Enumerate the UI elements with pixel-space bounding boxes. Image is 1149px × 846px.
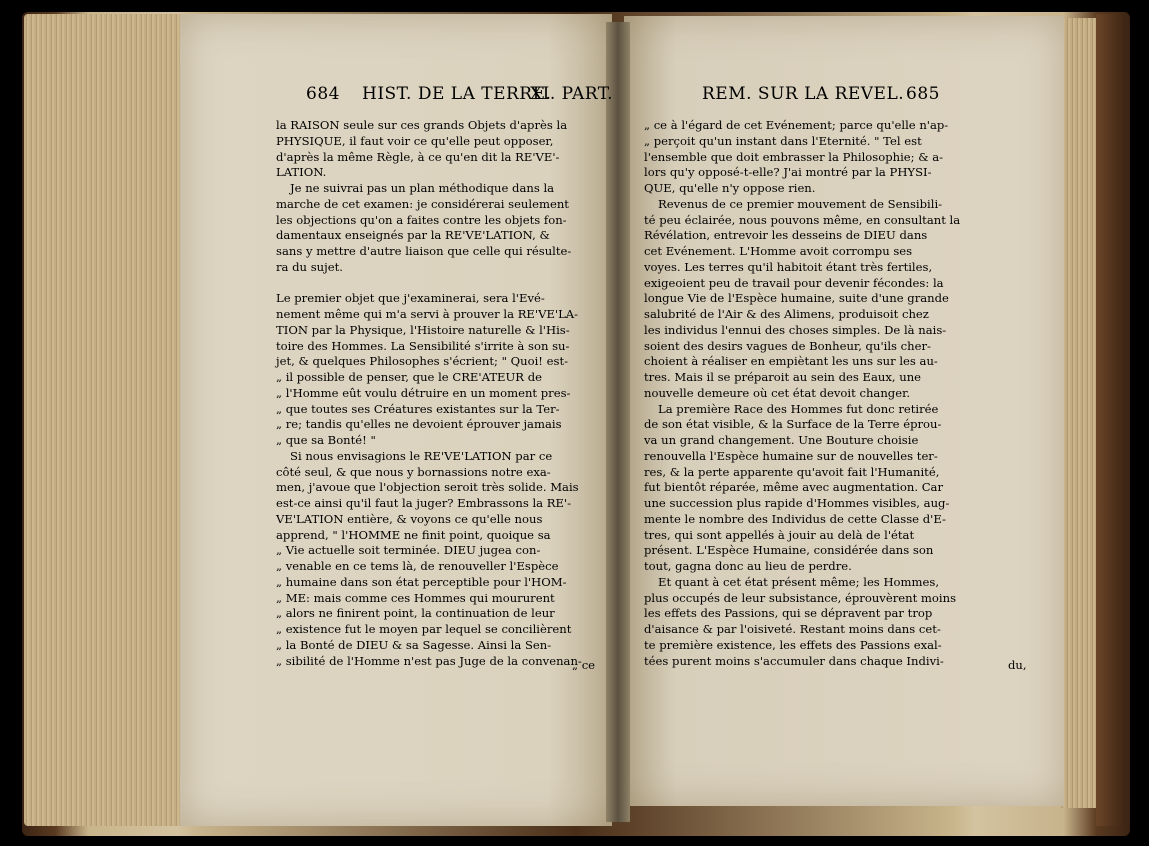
text-line: „ Vie actuelle soit terminée. DIEU jugea con- <box>276 543 541 558</box>
page-edges-left <box>24 14 182 826</box>
text-line: cet Evénement. L'Homme avoit corrompu ses <box>644 244 913 258</box>
text-line: une succession plus rapide d'Hommes visibles, aug- <box>644 496 950 510</box>
text-line: „ humaine dans son état perceptible pour l'HOM- <box>276 574 567 589</box>
text-line: ra du sujet. <box>276 259 343 274</box>
text-line: „ il possible de penser, que le CRE'ATEUR de <box>276 370 542 384</box>
text-line: les objections qu'on a faites contre les objets fon- <box>276 212 567 227</box>
text-line: „ existence fut le moyen par lequel se concilièrent <box>276 622 572 636</box>
text-line: „ perçoit qu'un instant dans l'Eternité. " Tel est <box>644 133 922 148</box>
text-line: nement même qui m'a servi à prouver la RE'VE'LA- <box>276 307 579 321</box>
text-line: les individus l'ennui des choses simples. De là nais- <box>644 322 947 337</box>
text-line: fut bientôt réparée, même avec augmentation. Car <box>644 480 944 495</box>
text-line: voyes. Les terres qu'il habitoit étant très fertiles, <box>644 259 933 274</box>
book-gutter <box>606 22 630 822</box>
text-line: VE'LATION entière, & voyons ce qu'elle nous <box>276 511 543 526</box>
text-line: LATION. <box>276 165 327 180</box>
text-line: té peu éclairée, nous pouvons même, en consultant la <box>644 212 961 227</box>
text-line: Je ne suivrai pas un plan méthodique dans la <box>290 181 555 195</box>
text-line: Revenus de ce premier mouvement de Sensibili- <box>658 196 943 211</box>
text-line: apprend, " l'HOMME ne finit point, quoique sa <box>276 527 551 542</box>
text-line: damentaux enseignés par la RE'VE'LATION, & <box>276 228 550 243</box>
text-line: men, j'avoue que l'objection seroit très solide. Mais <box>276 480 579 495</box>
text-line: de son état visible, & la Surface de la Terre éprou- <box>644 417 942 432</box>
left-running-head: HIST. DE LA TERRE. <box>362 84 552 104</box>
text-line: plus occupés de leur subsistance, éprouvèrent moins <box>644 590 957 605</box>
text-line <box>276 276 582 292</box>
text-line: „ que sa Bonté! " <box>276 433 376 447</box>
text-line: PHYSIQUE, il faut voir ce qu'elle peut opposer, <box>276 133 554 148</box>
left-page-text <box>276 118 582 669</box>
left-part-label: XI. PART. <box>530 84 614 104</box>
text-line: choient à réaliser en empiètant les uns sur les au- <box>644 354 938 369</box>
text-line: te première existence, les effets des Passions exal- <box>644 637 942 652</box>
text-line: renouvella l'Espèce humaine sur de nouvelles ter- <box>644 448 938 463</box>
text-line: „ alors ne finirent point, la continuation de leur <box>276 606 555 621</box>
right-page-number: 685 <box>906 84 940 104</box>
text-line: „ la Bonté de DIEU & sa Sagesse. Ainsi la Sen- <box>276 637 552 652</box>
text-line: d'après la même Règle, à ce qu'en dit la RE'VE'- <box>276 149 560 164</box>
text-line: nouvelle demeure où cet état devoit changer. <box>644 385 911 400</box>
text-line: res, & la perte apparente qu'avoit fait l'Humanité, <box>644 464 940 479</box>
text-line: marche de cet examen: je considérerai seulement <box>276 196 569 211</box>
text-line: soient des desirs vagues de Bonheur, qu'ils cher- <box>644 338 931 353</box>
text-line: mente le nombre des Individus de cette Classe d'E- <box>644 511 946 526</box>
text-line: les effets des Passions, qui se dépravent par trop <box>644 606 933 621</box>
text-line: Révélation, entrevoir les desseins de DIEU dans <box>644 228 928 243</box>
text-line: „ venable en ce tems là, de renouveller l'Espèce <box>276 559 559 573</box>
text-line: est-ce ainsi qu'il faut la juger? Embrassons la RE'- <box>276 496 572 510</box>
text-line: lors qu'y opposé-t-elle? J'ai montré par la PHYSI- <box>644 165 932 180</box>
text-line: „ que toutes ses Créatures existantes sur la Ter- <box>276 401 560 416</box>
text-line: exigeoient peu de travail pour devenir fécondes: la <box>644 275 944 290</box>
text-line: présent. L'Espèce Humaine, considérée dans son <box>644 543 934 558</box>
text-line: longue Vie de l'Espèce humaine, suite d'une grande <box>644 291 949 306</box>
text-line: TION par la Physique, l'Histoire naturelle & l'His- <box>276 322 570 337</box>
right-running-head: REM. SUR LA REVEL. <box>702 84 905 104</box>
text-line: toire des Hommes. La Sensibilité s'irrite à son su- <box>276 338 570 353</box>
text-line: „ re; tandis qu'elles ne devoient éprouver jamais <box>276 417 562 432</box>
book-cover-right <box>1096 14 1126 826</box>
text-line: Si nous envisagions le RE'VE'LATION par ce <box>290 448 553 463</box>
text-line: sans y mettre d'autre liaison que celle qui résulte- <box>276 244 572 258</box>
text-line: QUE, qu'elle n'y oppose rien. <box>644 181 816 195</box>
text-line: Et quant à cet état présent même; les Hommes, <box>658 574 940 589</box>
right-catchword: du, <box>1008 658 1027 672</box>
page-edges-right <box>1060 18 1100 808</box>
left-page-number: 684 <box>306 84 340 104</box>
text-line: jet, & quelques Philosophes s'écrient; " Quoi! est- <box>276 354 569 369</box>
text-line: va un grand changement. Une Bouture choisie <box>644 433 919 447</box>
right-page-text <box>644 118 960 669</box>
text-line: „ l'Homme eût voulu détruire en un moment pres- <box>276 385 571 400</box>
text-line: côté seul, & que nous y bornassions notre exa- <box>276 464 551 479</box>
text-line: la RAISON seule sur ces grands Objets d'après la <box>276 118 568 132</box>
text-line: l'ensemble que doit embrasser la Philosophie; & a- <box>644 149 944 164</box>
text-line: La première Race des Hommes fut donc retirée <box>658 401 939 416</box>
text-line: d'aisance & par l'oisiveté. Restant moins dans cet- <box>644 622 941 636</box>
text-line: „ ME: mais comme ces Hommes qui moururent <box>276 590 555 605</box>
text-line: tées purent moins s'accumuler dans chaque Indivi- <box>644 653 944 668</box>
text-line: tres. Mais il se préparoit au sein des Eaux, une <box>644 370 922 384</box>
text-line: „ ce à l'égard de cet Evénement; parce qu'elle n'ap- <box>644 118 949 132</box>
left-catchword: „ ce <box>572 658 596 672</box>
text-line: Le premier objet que j'examinerai, sera l'Evé- <box>276 291 545 306</box>
text-line: tres, qui sont appellés à jouir au delà de l'état <box>644 527 915 542</box>
text-line: salubrité de l'Air & des Alimens, produisoit chez <box>644 307 929 321</box>
text-line: „ sibilité de l'Homme n'est pas Juge de la convenan- <box>276 653 582 668</box>
text-line: tout, gagna donc au lieu de perdre. <box>644 559 852 573</box>
